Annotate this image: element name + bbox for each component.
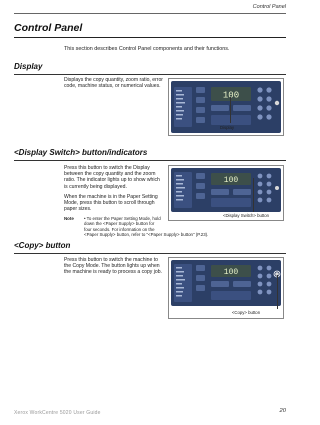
- intro-text: This section describes Control Panel components and their functions.: [64, 46, 230, 52]
- display-switch-panel-figure: [168, 165, 284, 221]
- footer-guide-title: Xerox WorkCentre 5020 User Guide: [14, 410, 101, 416]
- display-callout-line: [230, 97, 231, 123]
- note-label: Note: [64, 216, 74, 221]
- title-rule: [14, 37, 286, 38]
- copy-caption: <Copy> button: [231, 310, 261, 315]
- page-title: Control Panel: [14, 22, 83, 34]
- control-panel-illustration: [171, 260, 281, 306]
- section-heading-display-switch: <Display Switch> button/indicators: [14, 148, 148, 157]
- copy-callout-line: [277, 275, 278, 309]
- svg-text:100: 100: [222, 90, 240, 101]
- display-description: Displays the copy quantity, zoom ratio, error code, machine status, or numerical values.: [64, 77, 163, 90]
- display-switch-description: Press this button to switch the Display between the copy quantity and the zoom ratio. The indicator lights up to show which is currently being displayed. When the machine is in the Paper Setting Mode, press this button to scroll through paper sizes.: [64, 165, 160, 213]
- section-rule: [14, 160, 286, 161]
- display-caption: Display: [219, 125, 235, 130]
- note-text: • To enter the Paper Setting Mode, hold down the <Paper Supply> button for four seconds. For information on the <Paper Supply> button, refer to "<Paper Supply> button" (P.23).: [84, 216, 209, 238]
- display-panel-figure: [168, 78, 284, 136]
- section-rule: [14, 253, 286, 254]
- page-number: 20: [279, 408, 286, 414]
- running-header: Control Panel: [252, 4, 286, 10]
- copy-panel-figure: [168, 257, 284, 319]
- section-heading-copy: <Copy> button: [14, 241, 71, 250]
- control-panel-illustration: [171, 168, 281, 212]
- display-switch-callout-line: [253, 178, 254, 212]
- copy-description: Press this button to switch the machine to the Copy Mode. The button lights up when the machine is ready to process a copy job.: [64, 257, 162, 276]
- svg-text:100: 100: [223, 268, 239, 277]
- display-switch-caption: <Display Switch> button: [222, 213, 270, 218]
- svg-text:100: 100: [223, 176, 239, 185]
- header-rule: [14, 13, 286, 14]
- section-heading-display: Display: [14, 62, 43, 71]
- section-rule: [14, 74, 286, 75]
